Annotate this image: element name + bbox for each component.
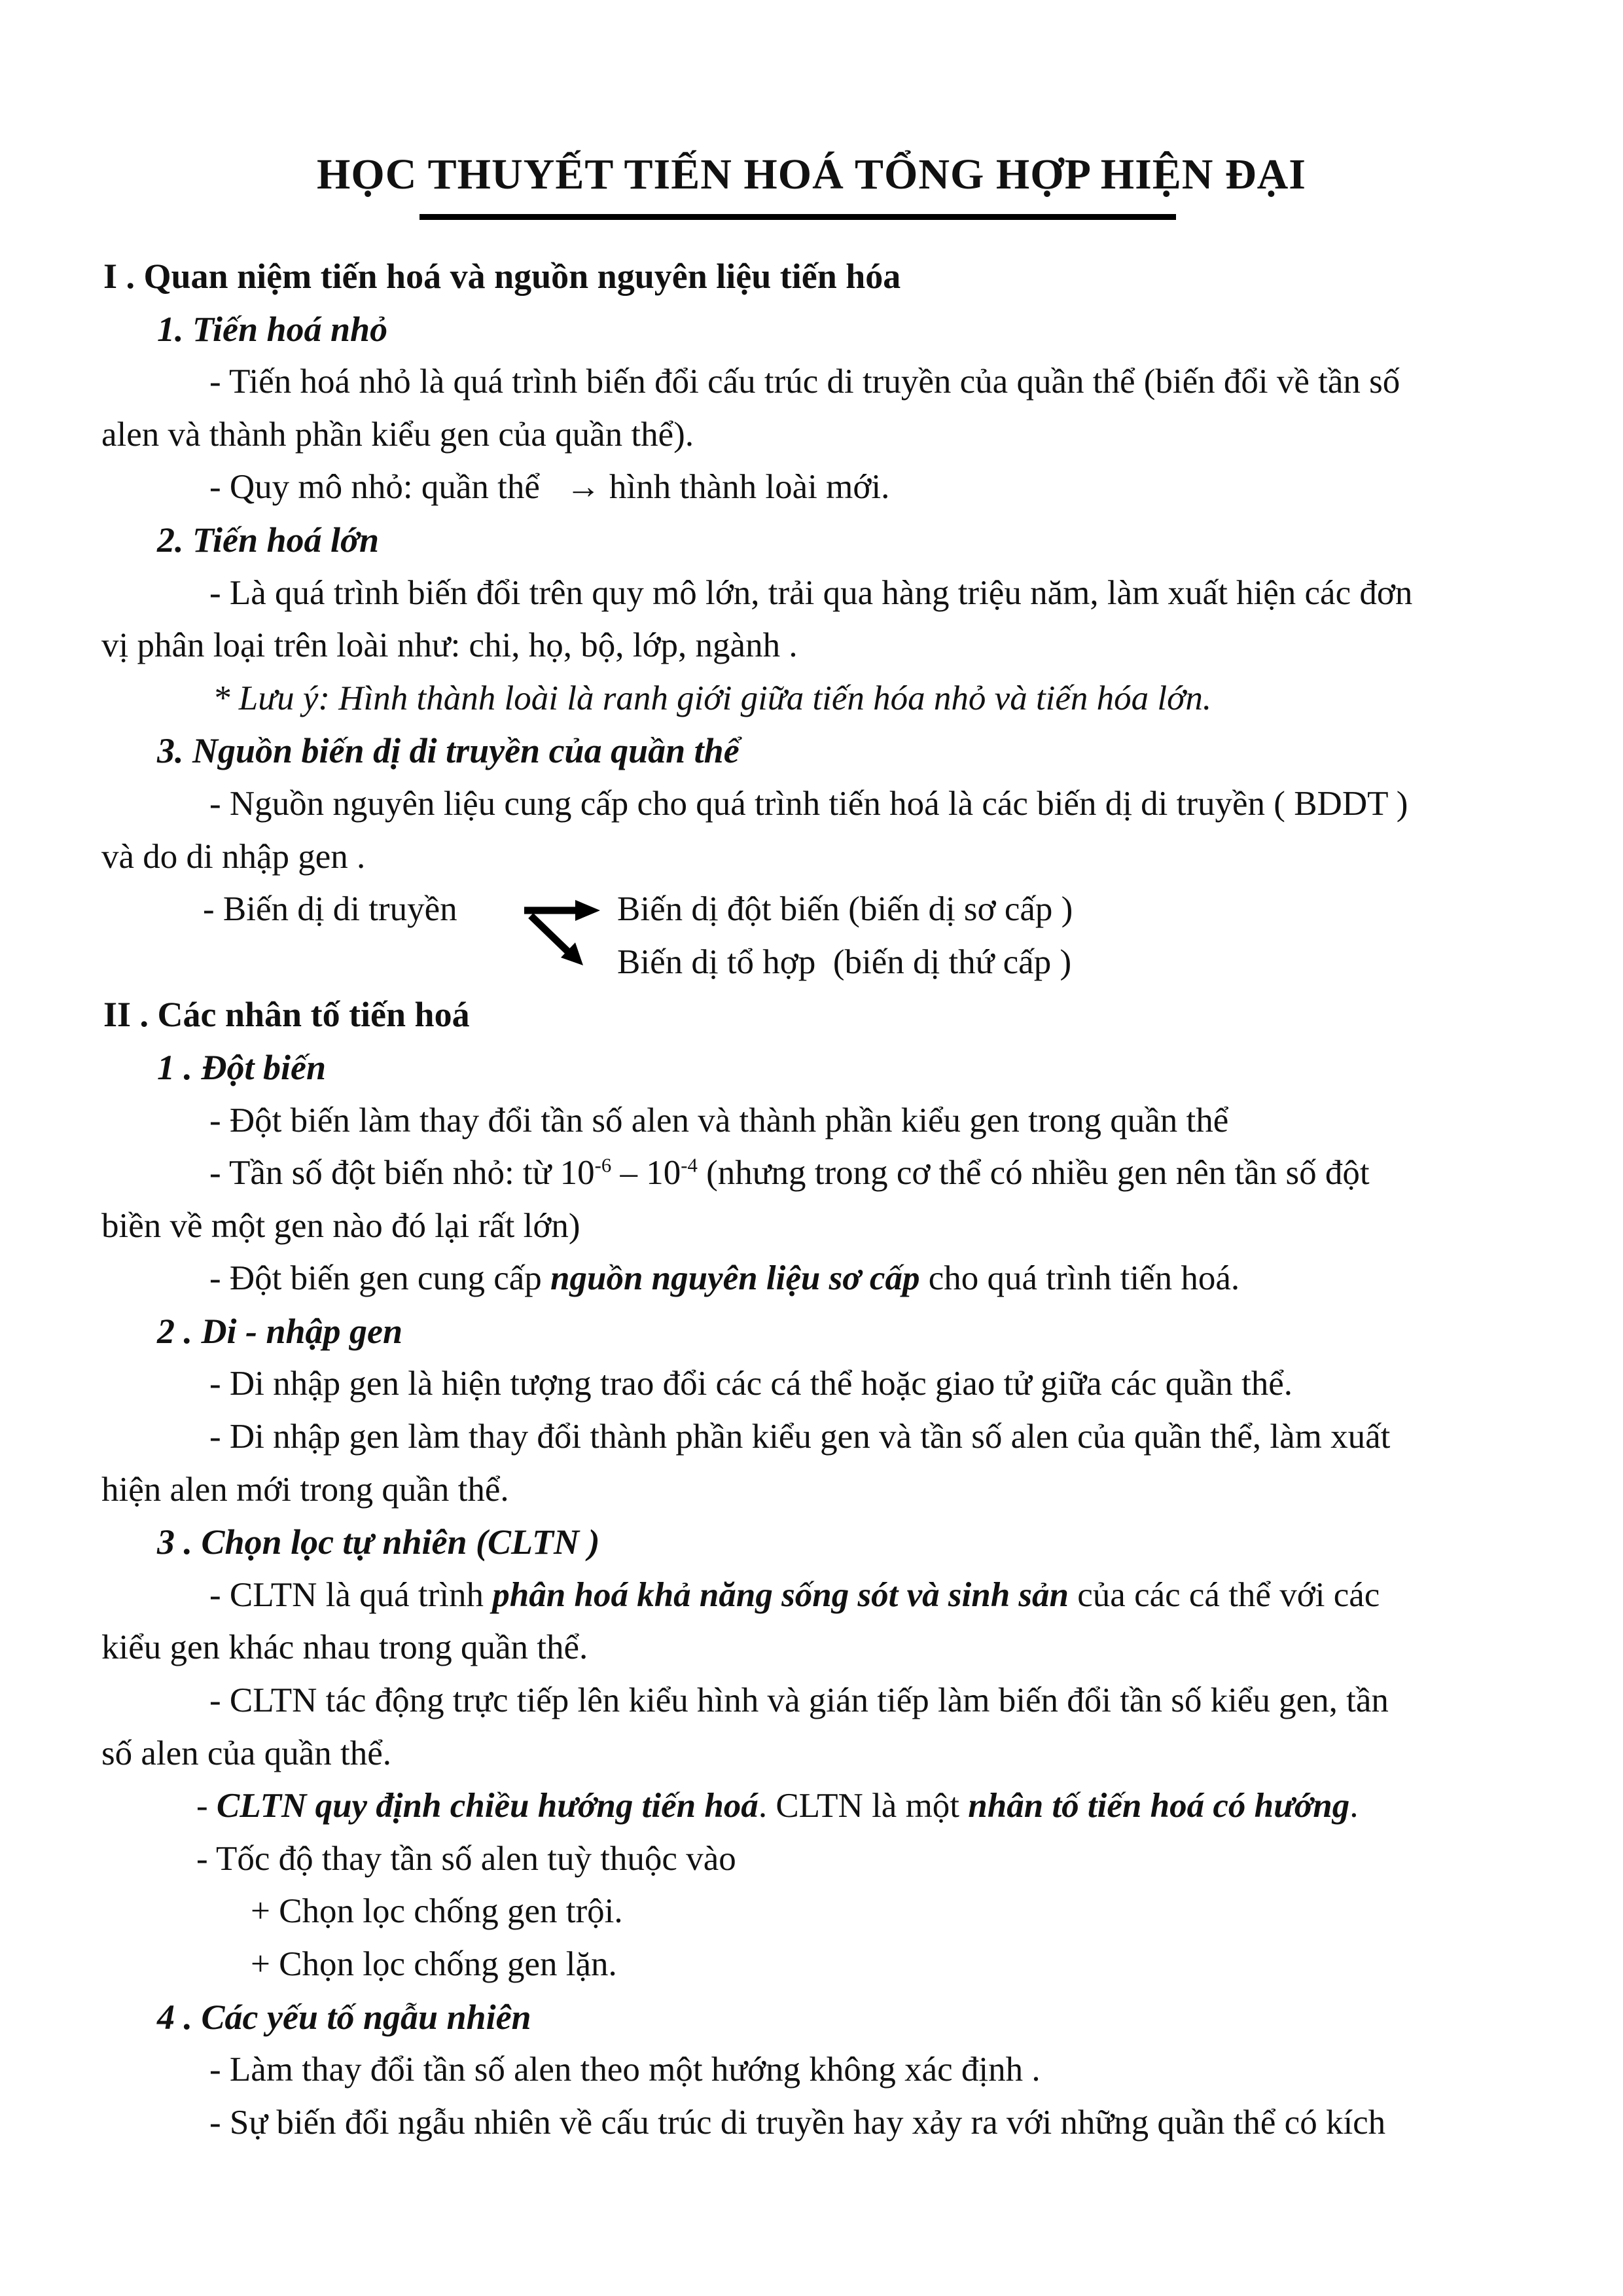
text-run: số alen của quần thể.	[101, 1734, 391, 1772]
text-line	[101, 1991, 1600, 2044]
text-run: - Quy mô nhỏ: quần thể → hình thành loài mới.	[209, 468, 890, 507]
page-title: HỌC THUYẾT TIẾN HOÁ TỔNG HỢP HIỆN ĐẠI	[317, 151, 1306, 198]
text-line	[101, 1357, 1600, 1410]
diagram-branch-top: Biến dị đột biến (biến dị sơ cấp )	[617, 890, 1073, 929]
text-line	[101, 1621, 1600, 1674]
text-line	[101, 461, 1600, 514]
text-run: biền về một gen nào đó lại rất lớn)	[101, 1206, 580, 1245]
text-line	[101, 1410, 1600, 1463]
text-run: - Làm thay đổi tần số alen theo một hướng không xác định .	[209, 2051, 1041, 2089]
text-run: cho quá trình tiến hoá.	[919, 1259, 1240, 1298]
text-line	[101, 1305, 1600, 1358]
text-run: (nhưng trong cơ thể có nhiều gen nên tần số đột	[697, 1154, 1370, 1193]
text-run: nhân tố tiến hoá có hướng	[968, 1787, 1350, 1825]
text-run: CLTN quy định chiều hướng tiến hoá	[216, 1787, 758, 1825]
text-line	[101, 1463, 1600, 1516]
text-run: phân hoá khả năng sống sót và sinh sản	[492, 1575, 1069, 1614]
text-run: - Đột biến làm thay đổi tần số alen và thành phần kiểu gen trong quần thể	[209, 1101, 1229, 1139]
text-line	[101, 1094, 1600, 1147]
text-line	[101, 1938, 1600, 1991]
text-run: của các cá thể với các	[1069, 1575, 1380, 1614]
text-line	[101, 514, 1600, 567]
text-run: + Chọn lọc chống gen lặn.	[251, 1945, 617, 1983]
text-line	[101, 1727, 1600, 1780]
text-line	[101, 355, 1600, 408]
document-body	[101, 250, 1600, 2149]
text-run: II . Các nhân tố tiến hoá	[103, 995, 470, 1035]
text-run: - Tần số đột biến nhỏ: từ 10	[209, 1154, 595, 1193]
text-run: - Đột biến gen cung cấp	[209, 1259, 550, 1298]
text-line	[101, 1516, 1600, 1569]
content-lines	[101, 250, 1600, 2149]
text-run: 1. Tiến hoá nhỏ	[157, 309, 388, 349]
text-run: + Chọn lọc chống gen trội.	[251, 1892, 623, 1931]
title-underline	[419, 214, 1176, 220]
diagram-branch-bottom: Biến dị tổ hợp (biến dị thứ cấp )	[617, 942, 1072, 981]
text-run: - Di nhập gen làm thay đổi thành phần kiểu gen và tần số alen của quần thể, làm xuất	[209, 1418, 1391, 1456]
text-run: 3 . Chọn lọc tự nhiên (CLTN )	[157, 1522, 600, 1562]
text-line	[101, 725, 1600, 778]
text-line	[101, 831, 1600, 884]
text-run: .	[1349, 1787, 1359, 1825]
text-run: – 10	[611, 1154, 681, 1193]
text-run: - Sự biến đổi ngẫu nhiên về cấu trúc di truyền hay xảy ra với những quần thể có kích	[209, 2103, 1386, 2142]
text-run: - Tốc độ thay tần số alen tuỳ thuộc vào	[196, 1839, 736, 1878]
text-line	[101, 567, 1600, 620]
text-run: 2. Tiến hoá lớn	[157, 520, 380, 560]
text-line	[101, 303, 1600, 356]
branch-arrows-icon	[520, 897, 607, 971]
text-line	[101, 988, 1600, 1041]
text-run: 4 . Các yếu tố ngẫu nhiên	[157, 1997, 531, 2037]
text-line	[101, 250, 1600, 303]
text-run: nguồn nguyên liệu sơ cấp	[550, 1259, 920, 1298]
text-line	[101, 1252, 1600, 1305]
text-run: . CLTN là một	[758, 1787, 969, 1825]
text-run: -6	[594, 1154, 612, 1177]
text-line	[101, 1041, 1600, 1094]
text-run: - CLTN là quá trình	[209, 1575, 493, 1614]
text-run: - Di nhập gen là hiện tượng trao đổi các cá thể hoặc giao tử giữa các quần thể.	[209, 1365, 1293, 1403]
genetic-variation-diagram	[101, 883, 1600, 988]
text-line	[101, 408, 1600, 461]
text-line	[101, 778, 1600, 831]
text-run: - CLTN tác động trực tiếp lên kiểu hình và gián tiếp làm biến đổi tần số kiểu gen, tần	[209, 1681, 1389, 1720]
text-run: - Nguồn nguyên liệu cung cấp cho quá trình tiến hoá là các biến dị di truyền ( BDDT )	[209, 784, 1408, 823]
text-line	[101, 672, 1600, 725]
text-line	[101, 2043, 1600, 2096]
text-run: 3. Nguồn biến dị di truyền của quần thể	[157, 731, 740, 771]
text-line	[101, 1885, 1600, 1938]
text-run: - Tiến hoá nhỏ là quá trình biến đổi cấu trúc di truyền của quần thể (biến đổi về tần số	[209, 363, 1400, 401]
text-run: hiện alen mới trong quần thể.	[101, 1470, 509, 1509]
text-line	[101, 1780, 1600, 1833]
text-run: I . Quan niệm tiến hoá và nguồn nguyên liệu tiến hóa	[103, 257, 901, 296]
text-run: - Là quá trình biến đổi trên quy mô lớn, trải qua hàng triệu năm, làm xuất hiện các đơn	[209, 573, 1413, 612]
text-run: 2 . Di - nhập gen	[157, 1311, 403, 1351]
text-run: -4	[681, 1154, 698, 1177]
text-line	[101, 2096, 1600, 2149]
text-line	[101, 1147, 1600, 1200]
text-run: alen và thành phần kiểu gen của quần thể).	[101, 415, 694, 454]
text-run: vị phân loại trên loài như: chi, họ, bộ, lớp, ngành .	[101, 626, 798, 665]
text-run: -	[196, 1787, 217, 1825]
text-line	[101, 619, 1600, 672]
text-run: kiểu gen khác nhau trong quần thể.	[101, 1628, 588, 1667]
text-line	[101, 1569, 1600, 1622]
text-run: 1 . Đột biến	[157, 1047, 327, 1087]
diagram-branches	[617, 883, 1073, 988]
text-line	[101, 1833, 1600, 1886]
text-line	[101, 1674, 1600, 1727]
diagram-left-label: - Biến dị di truyền	[203, 890, 457, 929]
text-line	[101, 1200, 1600, 1253]
text-run: và do di nhập gen .	[101, 837, 366, 876]
text-run: * Lưu ý: Hình thành loài là ranh giới giữa tiến hóa nhỏ và tiến hóa lớn.	[213, 679, 1212, 717]
